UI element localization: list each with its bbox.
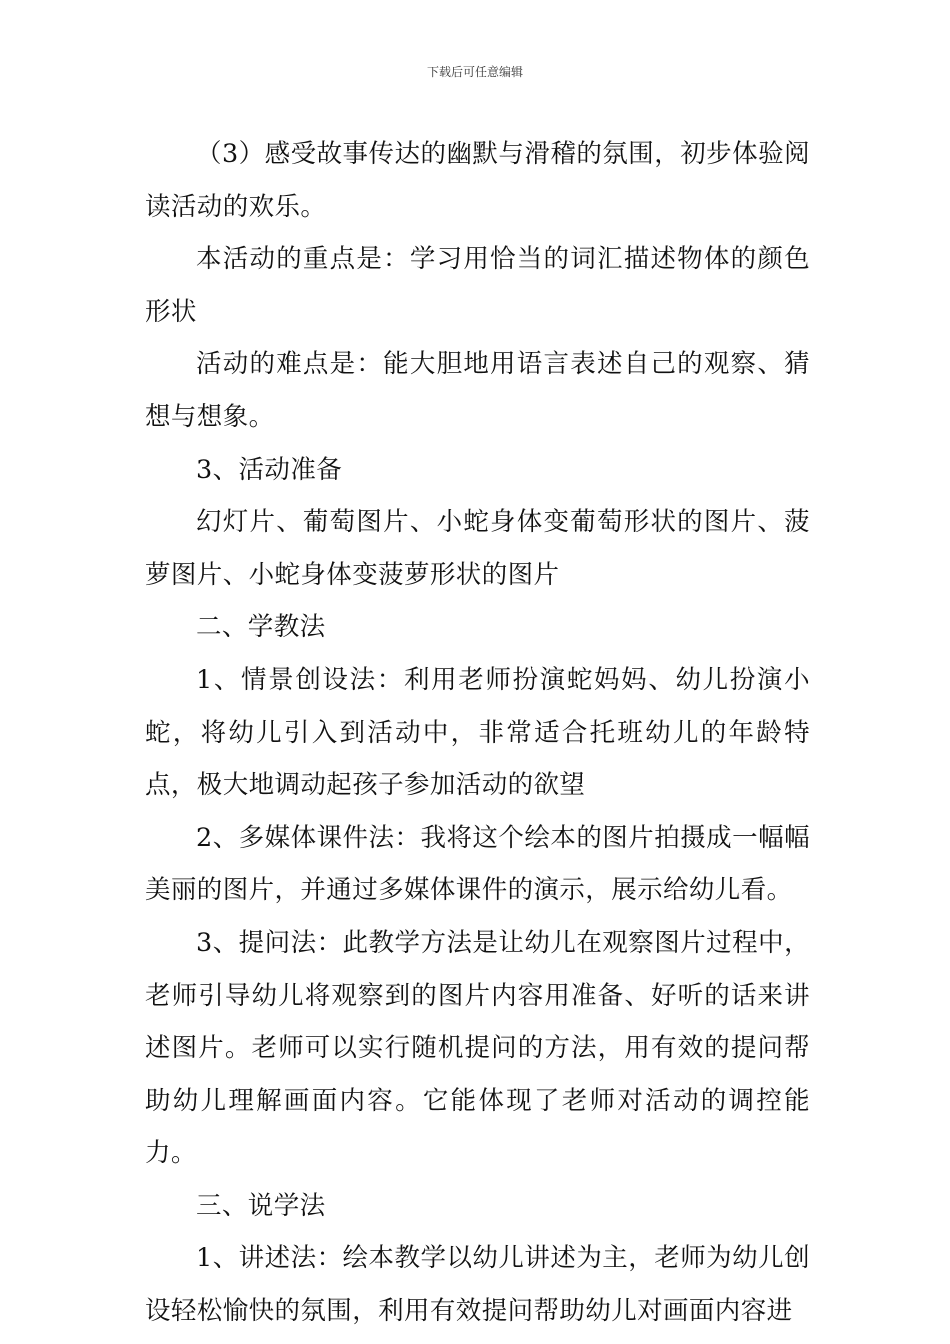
heading-activity-preparation: 3、活动准备	[196, 454, 343, 485]
paragraph-materials: 幻灯片、葡萄图片、小蛇身体变葡萄形状的图片、菠萝图片、小蛇身体变菠萝形状的图片	[145, 507, 810, 590]
document-body	[145, 128, 810, 1338]
heading-learning-methods: 三、说学法	[196, 1190, 326, 1221]
paragraph-method-1: 1、情景创设法：利用老师扮演蛇妈妈、幼儿扮演小蛇，将幼儿引入到活动中，非常适合托班幼儿的年龄特点，极大地调动起孩子参加活动的欲望	[145, 664, 810, 801]
page-header: 下载后可任意编辑	[426, 65, 523, 79]
paragraph-difficulty: 活动的难点是：能大胆地用语言表述自己的观察、猜想与想象。	[145, 349, 810, 432]
heading-teaching-methods: 二、学教法	[196, 612, 326, 643]
paragraph-learning-1: 1、讲述法：绘本教学以幼儿讲述为主，老师为幼儿创设轻松愉快的氛围，利用有效提问帮助幼儿对画面内容进	[145, 1243, 810, 1327]
paragraph-goal-3: （3）感受故事传达的幽默与滑稽的氛围，初步体验阅读活动的欢乐。	[145, 139, 810, 222]
paragraph-method-2: 2、多媒体课件法：我将这个绘本的图片拍摄成一幅幅美丽的图片，并通过多媒体课件的演示，展示给幼儿看。	[145, 822, 810, 906]
paragraph-key-point: 本活动的重点是：学习用恰当的词汇描述物体的颜色形状	[145, 244, 810, 327]
paragraph-method-3: 3、提问法：此教学方法是让幼儿在观察图片过程中，老师引导幼儿将观察到的图片内容用准备、好听的话来讲述图片。老师可以实行随机提问的方法，用有效的提问帮助幼儿理解画面内容。它能体现了老师对活动的调控能力。	[145, 927, 810, 1169]
